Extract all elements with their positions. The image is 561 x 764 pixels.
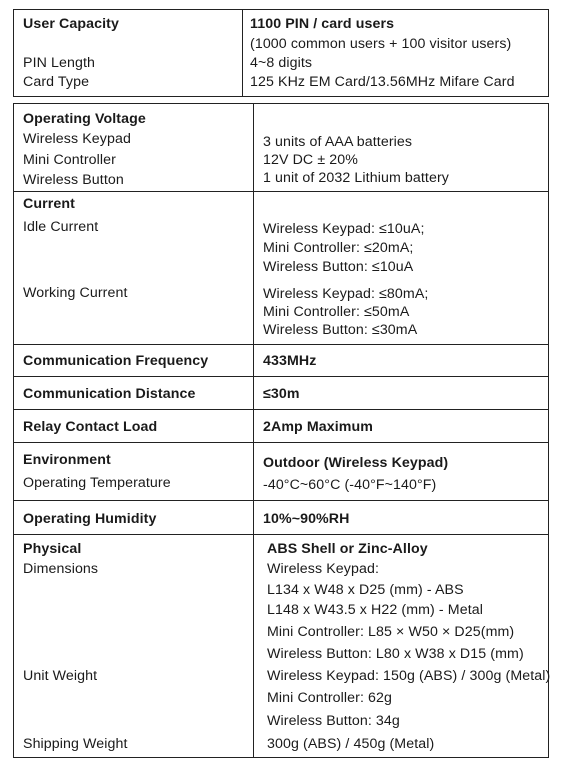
environment-header: Environment — [23, 452, 111, 468]
comm-frequency-value: 433MHz — [263, 353, 317, 369]
column-divider — [253, 104, 254, 757]
column-divider — [242, 10, 243, 96]
working-current-keypad: Wireless Keypad: ≤80mA; — [263, 286, 429, 302]
physical-header: Physical — [23, 541, 82, 557]
dimensions-keypad: Wireless Keypad: — [267, 561, 379, 577]
user-capacity-value: 1100 PIN / card users — [250, 16, 395, 32]
working-current-label: Working Current — [23, 285, 128, 301]
operating-temperature-value: -40°C~60°C (-40°F~140°F) — [263, 477, 437, 493]
weight-button: Wireless Button: 34g — [267, 713, 400, 729]
shipping-weight-label: Shipping Weight — [23, 736, 128, 752]
row-divider — [14, 442, 548, 443]
shipping-weight-value: 300g (ABS) / 450g (Metal) — [267, 736, 435, 752]
idle-current-label: Idle Current — [23, 219, 99, 235]
humidity-label: Operating Humidity — [23, 511, 157, 527]
dimensions-controller: Mini Controller: L85 × W50 × D25(mm) — [267, 624, 515, 640]
weight-controller: Mini Controller: 62g — [267, 690, 393, 706]
humidity-value: 10%~90%RH — [263, 511, 350, 527]
unit-weight-label: Unit Weight — [23, 668, 98, 684]
pin-length-label: PIN Length — [23, 55, 95, 71]
voltage-controller-value: 12V DC ± 20% — [263, 152, 358, 168]
voltage-keypad-value: 3 units of AAA batteries — [263, 134, 413, 150]
row-divider — [14, 409, 548, 410]
environment-value: Outdoor (Wireless Keypad) — [263, 455, 449, 471]
voltage-keypad-label: Wireless Keypad — [23, 131, 131, 147]
card-type-label: Card Type — [23, 74, 90, 90]
voltage-button-label: Wireless Button — [23, 172, 124, 188]
weight-keypad: Wireless Keypad: 150g (ABS) / 300g (Metal) — [267, 668, 551, 684]
operating-temperature-label: Operating Temperature — [23, 475, 171, 491]
current-header: Current — [23, 196, 75, 212]
card-type-value: 125 KHz EM Card/13.56MHz Mifare Card — [250, 74, 515, 90]
row-divider — [14, 191, 548, 192]
idle-current-button: Wireless Button: ≤10uA — [263, 259, 414, 275]
voltage-button-value: 1 unit of 2032 Lithium battery — [263, 170, 449, 186]
comm-distance-value: ≤30m — [263, 386, 300, 402]
idle-current-controller: Mini Controller: ≤20mA; — [263, 240, 414, 256]
user-capacity-label: User Capacity — [23, 16, 119, 32]
user-capacity-note: (1000 common users + 100 visitor users) — [250, 36, 512, 52]
comm-frequency-label: Communication Frequency — [23, 353, 209, 369]
row-divider — [14, 534, 548, 535]
dimensions-abs: L134 x W48 x D25 (mm) - ABS — [267, 582, 464, 598]
row-divider — [14, 344, 548, 345]
operating-voltage-header: Operating Voltage — [23, 111, 146, 127]
relay-load-value: 2Amp Maximum — [263, 419, 373, 435]
dimensions-metal: L148 x W43.5 x H22 (mm) - Metal — [267, 602, 483, 618]
idle-current-keypad: Wireless Keypad: ≤10uA; — [263, 221, 425, 237]
dimensions-label: Dimensions — [23, 561, 99, 577]
working-current-button: Wireless Button: ≤30mA — [263, 322, 418, 338]
relay-load-label: Relay Contact Load — [23, 419, 158, 435]
dimensions-button: Wireless Button: L80 x W38 x D15 (mm) — [267, 646, 524, 662]
voltage-controller-label: Mini Controller — [23, 152, 116, 168]
comm-distance-label: Communication Distance — [23, 386, 196, 402]
pin-length-value: 4~8 digits — [250, 55, 313, 71]
row-divider — [14, 500, 548, 501]
specifications-table — [13, 103, 549, 758]
row-divider — [14, 376, 548, 377]
user-capacity-table — [13, 9, 549, 97]
working-current-controller: Mini Controller: ≤50mA — [263, 304, 410, 320]
physical-header-value: ABS Shell or Zinc-Alloy — [267, 541, 428, 557]
